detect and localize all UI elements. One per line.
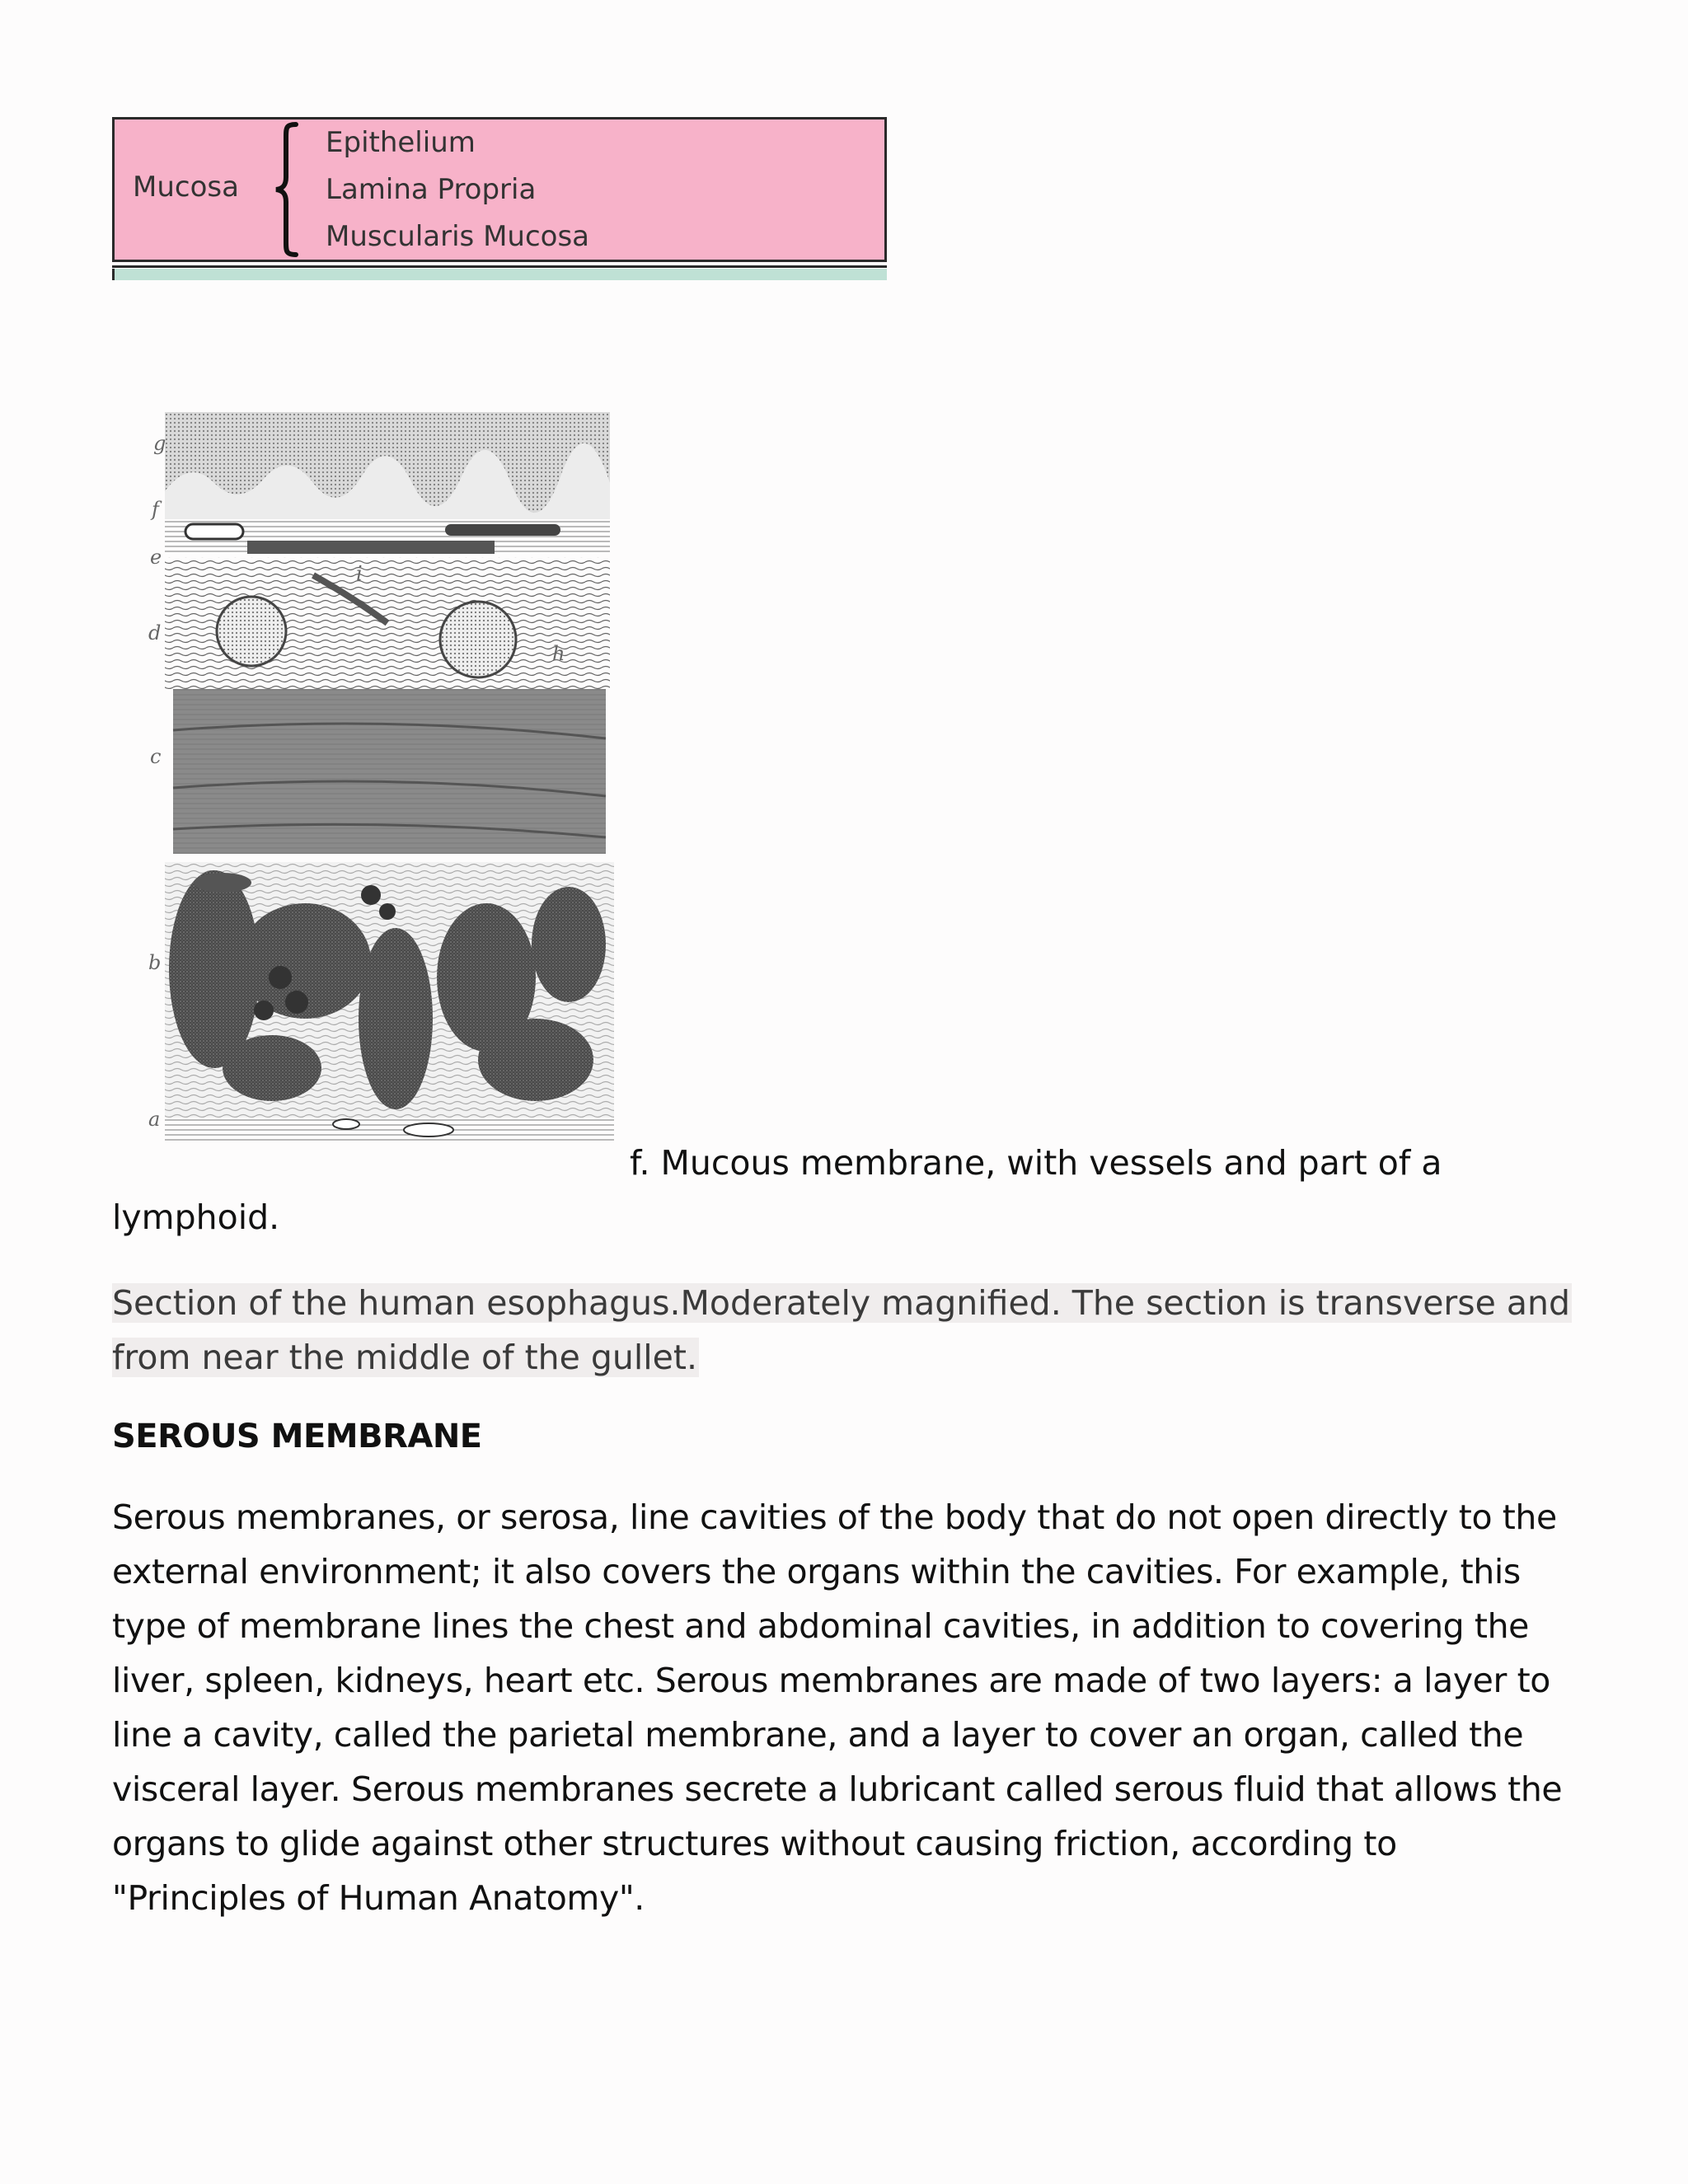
paragraph-line: liver, spleen, kidneys, heart etc. Serous membranes are made of two layers: a layer to xyxy=(112,1661,1550,1700)
figure-caption-continued: lymphoid. xyxy=(112,1197,280,1237)
figure-letter: i xyxy=(356,562,363,585)
section-description xyxy=(112,1276,1572,1385)
mucosa-label: Mucosa xyxy=(133,171,239,204)
paragraph-line: external environment; it also covers the organs within the cavities. For example, this xyxy=(112,1552,1521,1591)
description-line: Section of the human esophagus.Moderately magnified. The section is transverse and xyxy=(112,1283,1571,1323)
table-bottom-rule xyxy=(112,265,887,268)
curly-brace-icon xyxy=(271,120,304,260)
paragraph-line: line a cavity, called the parietal membrane, and a layer to cover an organ, called the xyxy=(112,1715,1524,1755)
layer-epithelium: Epithelium xyxy=(326,126,476,159)
figure-letter: f xyxy=(152,498,159,521)
figure-letter: d xyxy=(148,621,162,644)
figure-letter: a xyxy=(148,1108,161,1131)
layer-lamina-propria: Lamina Propria xyxy=(326,173,537,206)
figure-letter: e xyxy=(150,546,162,569)
description-line: from near the middle of the gullet. xyxy=(112,1338,698,1377)
figure-letter: h xyxy=(552,642,565,665)
paragraph-line: type of membrane lines the chest and abdominal cavities, in addition to covering the xyxy=(112,1606,1530,1646)
esophagus-section-figure xyxy=(140,401,626,1167)
figure-letter: b xyxy=(148,951,162,974)
serous-membrane-paragraph xyxy=(112,1490,1562,1925)
layer-muscularis-mucosa: Muscularis Mucosa xyxy=(326,220,589,253)
figure-letter: g xyxy=(153,432,166,455)
strip-tick xyxy=(112,269,115,280)
figure-letter: c xyxy=(150,745,162,768)
mucosa-table xyxy=(112,117,887,262)
mint-strip xyxy=(112,269,887,280)
figure-caption: f. Mucous membrane, with vessels and part of a xyxy=(630,1143,1442,1183)
section-heading: SEROUS MEMBRANE xyxy=(112,1418,482,1455)
paragraph-line: Serous membranes, or serosa, line cavities of the body that do not open directly to the xyxy=(112,1497,1557,1537)
paragraph-line: visceral layer. Serous membranes secrete a lubricant called serous fluid that allows the xyxy=(112,1769,1563,1809)
paragraph-line: "Principles of Human Anatomy". xyxy=(112,1878,645,1918)
paragraph-line: organs to glide against other structures without causing friction, according to xyxy=(112,1824,1397,1863)
